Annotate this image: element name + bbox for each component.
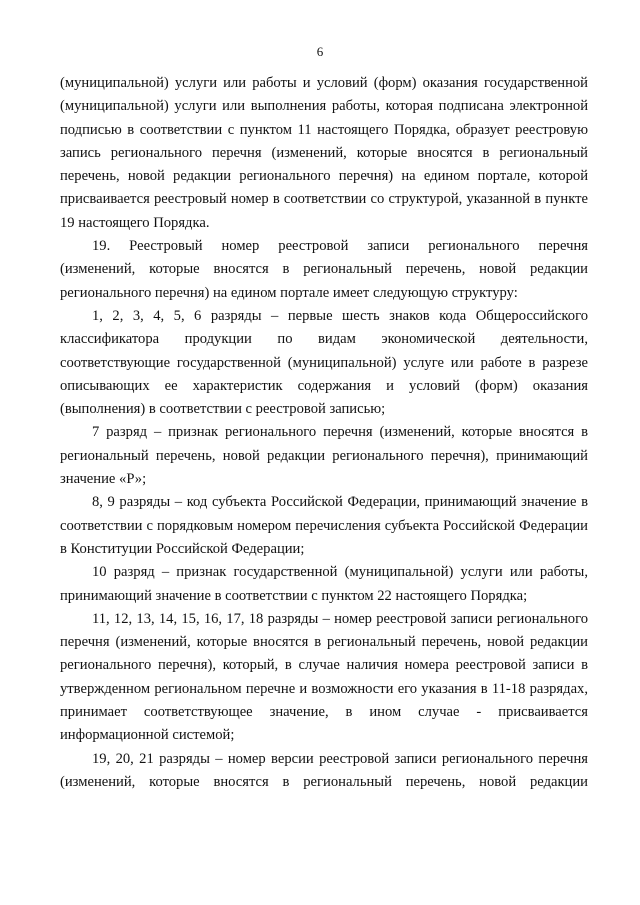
- text-line: регионального перечня) на едином портале имеет следующую структуру:: [60, 284, 518, 301]
- paragraph: [60, 491, 588, 561]
- paragraph: [60, 748, 588, 795]
- text-line: (выполнения) в соответствии с реестровой записью;: [60, 401, 386, 418]
- text-line: 8, 9 разряды – код субъекта Российской Федерации, принимающий значение в: [92, 494, 588, 511]
- text-line: подписью в соответствии с пунктом 11 настоящего Порядка, образует реестровую: [60, 121, 588, 138]
- text-line: соответствии с порядковым номером перечисления субъекта Российской Федерации: [60, 517, 588, 534]
- page-number: 6: [316, 44, 324, 59]
- text-line: (изменений, которые вносятся в региональный перечень, новой редакции: [60, 261, 588, 278]
- text-line: классификатора продукции по видам экономической деятельности,: [60, 331, 588, 348]
- document-body: [60, 72, 588, 794]
- text-line: 7 разряд – признак регионального перечня (изменений, которые вносятся в: [92, 424, 588, 441]
- text-line: утвержденном региональном перечне и возможности его указания в 11-18 разрядах,: [60, 680, 588, 697]
- text-line: принимает соответствующее значение, в ином случае - присваивается: [60, 704, 588, 721]
- text-line: 1, 2, 3, 4, 5, 6 разряды – первые шесть знаков кода Общероссийского: [92, 307, 588, 324]
- text-line: регионального перечня), который, в случае наличия номера реестровой записи в: [60, 657, 588, 674]
- text-line: значение «Р»;: [60, 471, 147, 488]
- text-line: 19 настоящего Порядка.: [60, 214, 210, 231]
- text-line: 19, 20, 21 разряды – номер версии реестровой записи регионального перечня: [92, 750, 588, 767]
- text-line: присваивается реестровый номер в соответствии со структурой, указанной в пункте: [60, 191, 588, 208]
- text-line: принимающий значение в соответствии с пунктом 22 настоящего Порядка;: [60, 587, 528, 604]
- text-line: описывающих ее характеристик содержания и условий (форм) оказания: [60, 377, 588, 394]
- paragraph: [60, 235, 588, 305]
- text-line: региональный перечень, новой редакции регионального перечня), принимающий: [60, 447, 588, 464]
- text-line: (изменений, которые вносятся в региональный перечень, новой редакции: [60, 773, 588, 790]
- text-line: (муниципальной) услуги или работы и условий (форм) оказания государственной: [60, 75, 588, 91]
- text-line: в Конституции Российской Федерации;: [60, 540, 305, 557]
- text-line: перечень, новой редакции регионального перечня) на едином портале, которой: [60, 168, 588, 185]
- text-line: информационной системой;: [60, 727, 235, 744]
- paragraph: [60, 421, 588, 491]
- paragraph: [60, 561, 588, 608]
- paragraph: [60, 608, 588, 748]
- text-line: 19. Реестровый номер реестровой записи регионального перечня: [92, 238, 588, 255]
- text-line: перечня (изменений, которые вносятся в региональный перечень, новой редакции: [60, 634, 588, 651]
- text-line: (муниципальной) услуги или выполнения работы, которая подписана электронной: [60, 98, 588, 115]
- text-line: 11, 12, 13, 14, 15, 16, 17, 18 разряды – номер реестровой записи регионального: [92, 610, 588, 627]
- text-line: запись регионального перечня (изменений, которые вносятся в региональный: [60, 144, 588, 161]
- text-line: соответствующие государственной (муниципальной) услуге или работе в разрезе: [60, 354, 588, 371]
- paragraph: [60, 305, 588, 421]
- paragraph: [60, 72, 588, 235]
- text-line: 10 разряд – признак государственной (муниципальной) услуги или работы,: [92, 564, 588, 581]
